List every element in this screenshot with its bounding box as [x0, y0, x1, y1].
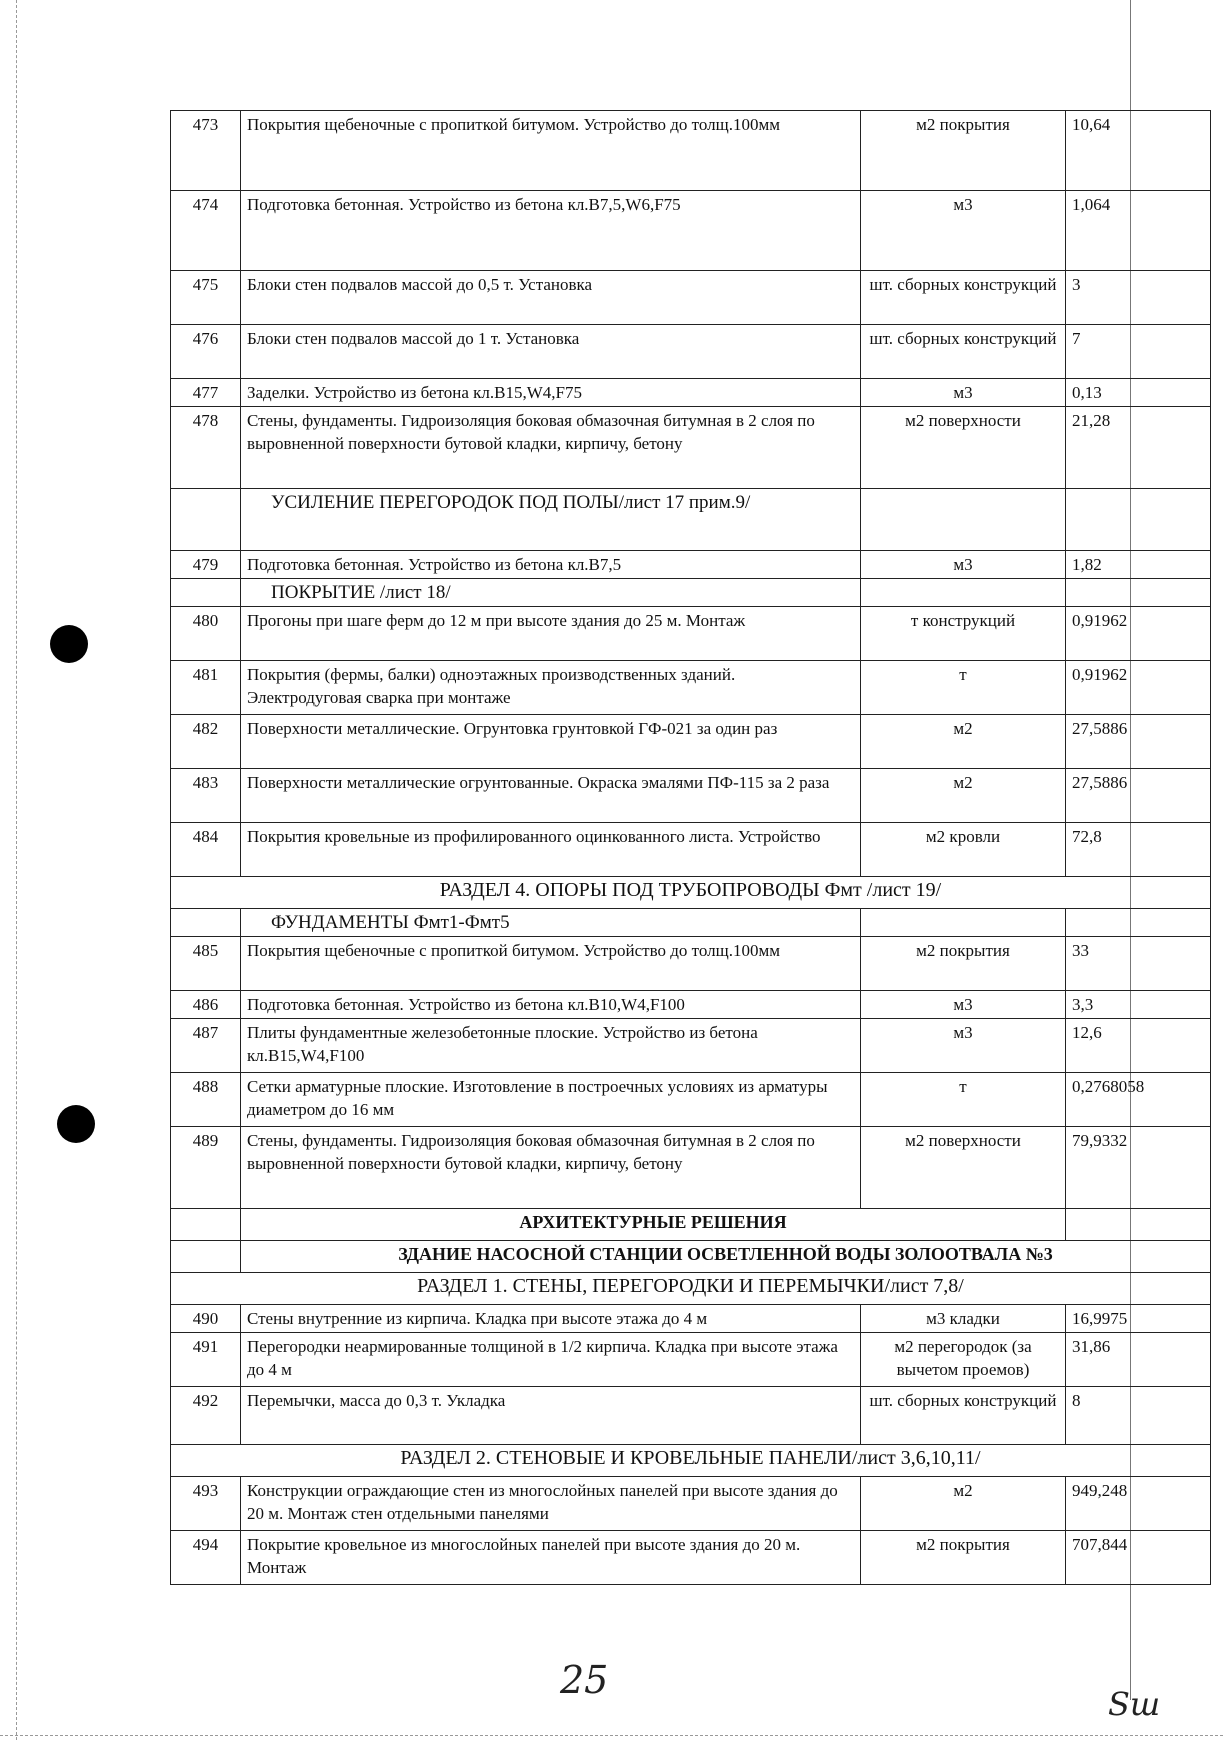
item-number: 479: [171, 551, 241, 579]
item-number: 494: [171, 1531, 241, 1585]
item-quantity: 0,13: [1066, 379, 1211, 407]
item-quantity: 10,64: [1066, 111, 1211, 191]
section-row: [171, 1241, 1211, 1273]
item-unit: м2: [861, 715, 1066, 769]
empty-cell: [171, 909, 241, 937]
item-unit: м3: [861, 379, 1066, 407]
table-row: [171, 991, 1211, 1019]
item-unit: м2: [861, 1477, 1066, 1531]
table-row: [171, 407, 1211, 489]
item-quantity: 949,248: [1066, 1477, 1211, 1531]
table-row: [171, 769, 1211, 823]
item-unit: м2 перегородок (за вычетом проемов): [861, 1333, 1066, 1387]
subsection-title: ПОКРЫТИЕ /лист 18/: [241, 579, 861, 607]
item-quantity: 27,5886: [1066, 715, 1211, 769]
section-title: РАЗДЕЛ 1. СТЕНЫ, ПЕРЕГОРОДКИ И ПЕРЕМЫЧКИ/лист 7,8/: [171, 1273, 1211, 1305]
item-number: 476: [171, 325, 241, 379]
empty-cell: [171, 579, 241, 607]
item-number: 482: [171, 715, 241, 769]
item-description: Прогоны при шаге ферм до 12 м при высоте здания до 25 м. Монтаж: [241, 607, 861, 661]
item-unit: т конструкций: [861, 607, 1066, 661]
table-row: [171, 191, 1211, 271]
item-description: Перемычки, масса до 0,3 т. Укладка: [241, 1387, 861, 1445]
table-row: [171, 1305, 1211, 1333]
item-unit: м2 покрытия: [861, 937, 1066, 991]
section-row: [171, 909, 1211, 937]
item-description: Поверхности металлические огрунтованные. Окраска эмалями ПФ-115 за 2 раза: [241, 769, 861, 823]
item-description: Покрытия (фермы, балки) одноэтажных производственных зданий. Электродуговая сварка при монтаже: [241, 661, 861, 715]
item-description: Блоки стен подвалов массой до 1 т. Установка: [241, 325, 861, 379]
item-unit: м3: [861, 991, 1066, 1019]
item-quantity: 33: [1066, 937, 1211, 991]
item-description: Сетки арматурные плоские. Изготовление в построечных условиях из арматуры диаметром до 16 мм: [241, 1073, 861, 1127]
item-unit: м3 кладки: [861, 1305, 1066, 1333]
item-description: Покрытия щебеночные с пропиткой битумом. Устройство до толщ.100мм: [241, 111, 861, 191]
item-unit: м2 поверхности: [861, 1127, 1066, 1209]
empty-cell: [1066, 579, 1211, 607]
section-row: [171, 489, 1211, 551]
item-unit: м2 поверхности: [861, 407, 1066, 489]
table-row: [171, 715, 1211, 769]
item-number: 489: [171, 1127, 241, 1209]
section-row: [171, 1445, 1211, 1477]
item-quantity: 0,91962: [1066, 661, 1211, 715]
table-row: [171, 1387, 1211, 1445]
subsection-title: УСИЛЕНИЕ ПЕРЕГОРОДОК ПОД ПОЛЫ/лист 17 прим.9/: [241, 489, 861, 551]
item-unit: шт. сборных конструкций: [861, 271, 1066, 325]
item-number: 490: [171, 1305, 241, 1333]
item-quantity: 7: [1066, 325, 1211, 379]
section-row: [171, 1209, 1211, 1241]
table-row: [171, 1127, 1211, 1209]
item-description: Перегородки неармированные толщиной в 1/2 кирпича. Кладка при высоте этажа до 4 м: [241, 1333, 861, 1387]
item-number: 487: [171, 1019, 241, 1073]
table-row: [171, 551, 1211, 579]
item-number: 478: [171, 407, 241, 489]
signature: Ѕш: [1108, 1685, 1161, 1723]
subsection-title: ФУНДАМЕНТЫ Фмт1-Фмт5: [241, 909, 861, 937]
item-unit: м2 покрытия: [861, 1531, 1066, 1585]
item-unit: т: [861, 661, 1066, 715]
building-title: ЗДАНИЕ НАСОСНОЙ СТАНЦИИ ОСВЕТЛЕННОЙ ВОДЫ ЗОЛООТВАЛА №3: [241, 1241, 1211, 1273]
item-description: Подготовка бетонная. Устройство из бетона кл.В10,W4,F100: [241, 991, 861, 1019]
item-number: 486: [171, 991, 241, 1019]
empty-cell: [861, 909, 1066, 937]
estimate-table-body: [171, 111, 1211, 1585]
item-description: Покрытие кровельное из многослойных панелей при высоте здания до 20 м. Монтаж: [241, 1531, 861, 1585]
item-number: 480: [171, 607, 241, 661]
table-row: [171, 1333, 1211, 1387]
item-unit: т: [861, 1073, 1066, 1127]
item-quantity: 31,86: [1066, 1333, 1211, 1387]
item-unit: м3: [861, 1019, 1066, 1073]
page-number: 25: [560, 1658, 609, 1702]
section-row: [171, 1273, 1211, 1305]
table-row: [171, 1477, 1211, 1531]
item-unit: шт. сборных конструкций: [861, 325, 1066, 379]
table-row: [171, 937, 1211, 991]
table-row: [171, 661, 1211, 715]
item-quantity: 21,28: [1066, 407, 1211, 489]
item-description: Блоки стен подвалов массой до 0,5 т. Установка: [241, 271, 861, 325]
item-quantity: 72,8: [1066, 823, 1211, 877]
item-description: Стены, фундаменты. Гидроизоляция боковая обмазочная битумная в 2 слоя по выровненной поверхности бутовой кладки, кирпичу, бетону: [241, 407, 861, 489]
item-unit: м3: [861, 551, 1066, 579]
item-number: 488: [171, 1073, 241, 1127]
table-row: [171, 607, 1211, 661]
item-quantity: 0,91962: [1066, 607, 1211, 661]
left-margin-line: [16, 0, 17, 1740]
item-quantity: 707,844: [1066, 1531, 1211, 1585]
item-description: Стены, фундаменты. Гидроизоляция боковая обмазочная битумная в 2 слоя по выровненной поверхности бутовой кладки, кирпичу, бетону: [241, 1127, 861, 1209]
punch-hole: [57, 1105, 95, 1143]
empty-cell: [861, 579, 1066, 607]
empty-cell: [171, 489, 241, 551]
item-description: Подготовка бетонная. Устройство из бетона кл.В7,5: [241, 551, 861, 579]
item-quantity: 12,6: [1066, 1019, 1211, 1073]
item-quantity: 3: [1066, 271, 1211, 325]
estimate-table: [170, 110, 1211, 1585]
item-unit: м2: [861, 769, 1066, 823]
item-description: Покрытия щебеночные с пропиткой битумом. Устройство до толщ.100мм: [241, 937, 861, 991]
item-description: Конструкции ограждающие стен из многослойных панелей при высоте здания до 20 м. Монтаж стен отдельными панелями: [241, 1477, 861, 1531]
empty-cell: [1066, 1209, 1211, 1241]
table-row: [171, 1019, 1211, 1073]
item-unit: м2 покрытия: [861, 111, 1066, 191]
empty-cell: [171, 1241, 241, 1273]
section-row: [171, 877, 1211, 909]
item-number: 474: [171, 191, 241, 271]
chapter-title: АРХИТЕКТУРНЫЕ РЕШЕНИЯ: [241, 1209, 1066, 1241]
table-row: [171, 379, 1211, 407]
item-quantity: 3,3: [1066, 991, 1211, 1019]
item-number: 475: [171, 271, 241, 325]
item-number: 473: [171, 111, 241, 191]
empty-cell: [1066, 909, 1211, 937]
item-number: 492: [171, 1387, 241, 1445]
item-number: 477: [171, 379, 241, 407]
item-number: 491: [171, 1333, 241, 1387]
table-row: [171, 271, 1211, 325]
item-quantity: 8: [1066, 1387, 1211, 1445]
item-quantity: 1,82: [1066, 551, 1211, 579]
item-description: Покрытия кровельные из профилированного оцинкованного листа. Устройство: [241, 823, 861, 877]
item-description: Подготовка бетонная. Устройство из бетона кл.В7,5,W6,F75: [241, 191, 861, 271]
table-row: [171, 1073, 1211, 1127]
item-quantity: 0,2768058: [1066, 1073, 1211, 1127]
empty-cell: [861, 489, 1066, 551]
item-description: Поверхности металлические. Огрунтовка грунтовкой ГФ-021 за один раз: [241, 715, 861, 769]
item-quantity: 79,9332: [1066, 1127, 1211, 1209]
table-row: [171, 325, 1211, 379]
table-row: [171, 111, 1211, 191]
item-quantity: 16,9975: [1066, 1305, 1211, 1333]
table-row: [171, 1531, 1211, 1585]
punch-hole: [50, 625, 88, 663]
empty-cell: [171, 1209, 241, 1241]
item-quantity: 27,5886: [1066, 769, 1211, 823]
item-number: 485: [171, 937, 241, 991]
item-number: 483: [171, 769, 241, 823]
item-unit: м3: [861, 191, 1066, 271]
item-quantity: 1,064: [1066, 191, 1211, 271]
item-unit: шт. сборных конструкций: [861, 1387, 1066, 1445]
item-description: Заделки. Устройство из бетона кл.В15,W4,F75: [241, 379, 861, 407]
item-number: 484: [171, 823, 241, 877]
item-unit: м2 кровли: [861, 823, 1066, 877]
item-number: 493: [171, 1477, 241, 1531]
section-title: РАЗДЕЛ 2. СТЕНОВЫЕ И КРОВЕЛЬНЫЕ ПАНЕЛИ/лист 3,6,10,11/: [171, 1445, 1211, 1477]
item-description: Плиты фундаментные железобетонные плоские. Устройство из бетона кл.В15,W4,F100: [241, 1019, 861, 1073]
section-row: [171, 579, 1211, 607]
item-number: 481: [171, 661, 241, 715]
section-title: РАЗДЕЛ 4. ОПОРЫ ПОД ТРУБОПРОВОДЫ Фмт /лист 19/: [171, 877, 1211, 909]
table-row: [171, 823, 1211, 877]
bottom-margin-line: [0, 1735, 1223, 1736]
empty-cell: [1066, 489, 1211, 551]
item-description: Стены внутренние из кирпича. Кладка при высоте этажа до 4 м: [241, 1305, 861, 1333]
